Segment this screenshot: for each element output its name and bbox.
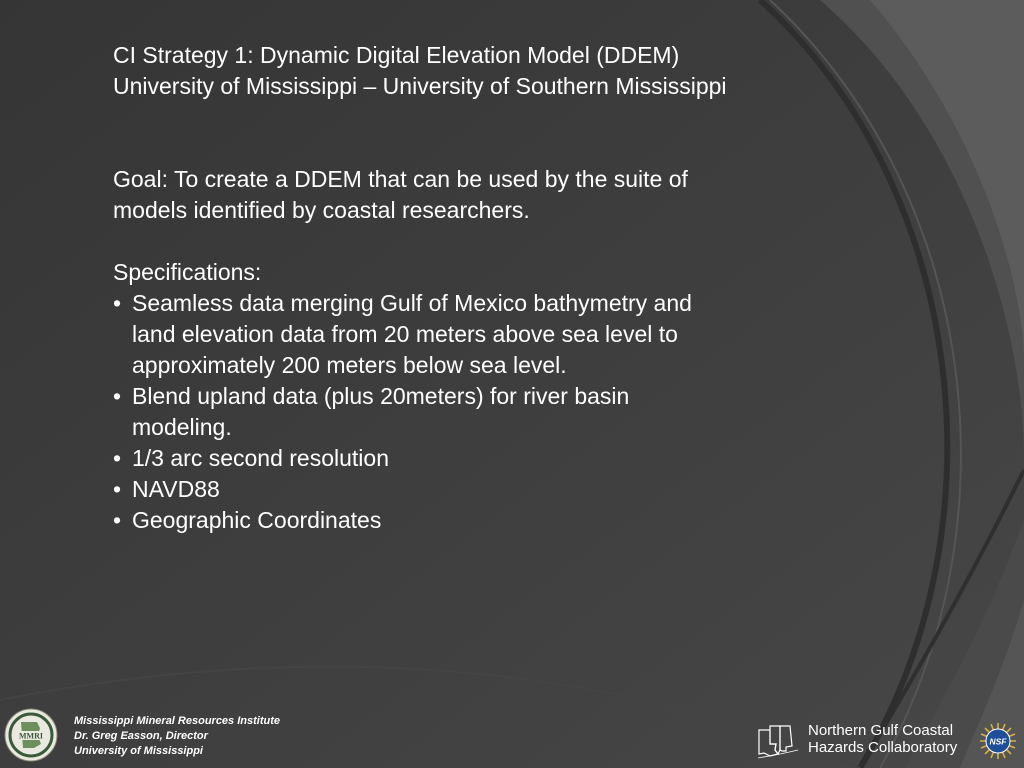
slide-content bbox=[113, 40, 813, 536]
mmri-logo-icon bbox=[4, 708, 58, 762]
list-item-text: Seamless data merging Gulf of Mexico bathymetry and bbox=[132, 290, 692, 316]
list-item bbox=[113, 505, 813, 536]
specifications-heading: Specifications: bbox=[113, 259, 262, 285]
list-item bbox=[113, 288, 813, 381]
bullet-icon: • bbox=[113, 507, 122, 533]
ngc-logo-line-2: Hazards Collaboratory bbox=[808, 739, 958, 756]
ngc-logo-line-1: Northern Gulf Coastal bbox=[808, 722, 954, 739]
nsf-logo-icon bbox=[980, 723, 1016, 759]
bullet-icon: • bbox=[113, 383, 122, 409]
list-item-text: NAVD88 bbox=[132, 476, 220, 502]
list-item bbox=[113, 443, 813, 474]
footer-director: Dr. Greg Easson, Director bbox=[74, 730, 208, 742]
slide-title-line-1: CI Strategy 1: Dynamic Digital Elevation Model (DDEM) bbox=[113, 42, 680, 68]
goal-line-1: Goal: To create a DDEM that can be used by the suite of bbox=[113, 166, 688, 192]
list-item-text: land elevation data from 20 meters above sea level to bbox=[132, 321, 678, 347]
footer-institute: Mississippi Mineral Resources Institute bbox=[74, 715, 281, 727]
bullet-icon: • bbox=[113, 290, 122, 316]
list-item-text: Blend upland data (plus 20meters) for river basin bbox=[132, 383, 630, 409]
list-item bbox=[113, 381, 813, 443]
svg-text:NSF: NSF bbox=[989, 736, 1007, 747]
list-item-text: approximately 200 meters below sea level. bbox=[132, 352, 567, 378]
bullet-icon: • bbox=[113, 476, 122, 502]
slide-title-line-2: University of Mississippi – University of Southern Mississippi bbox=[113, 73, 727, 99]
footer-university: University of Mississippi bbox=[74, 745, 203, 757]
list-item-text: Geographic Coordinates bbox=[132, 507, 382, 533]
goal-line-2: models identified by coastal researchers. bbox=[113, 197, 530, 223]
bullet-icon: • bbox=[113, 445, 122, 471]
ngc-logo bbox=[756, 718, 976, 762]
list-item-text: modeling. bbox=[132, 414, 232, 440]
svg-text:MMRI: MMRI bbox=[19, 731, 43, 741]
specifications-list bbox=[113, 288, 813, 536]
list-item bbox=[113, 474, 813, 505]
gulf-states-map-icon bbox=[756, 720, 804, 760]
ngc-logo-text bbox=[808, 722, 957, 756]
list-item-text: 1/3 arc second resolution bbox=[132, 445, 389, 471]
footer-credits bbox=[74, 714, 280, 759]
